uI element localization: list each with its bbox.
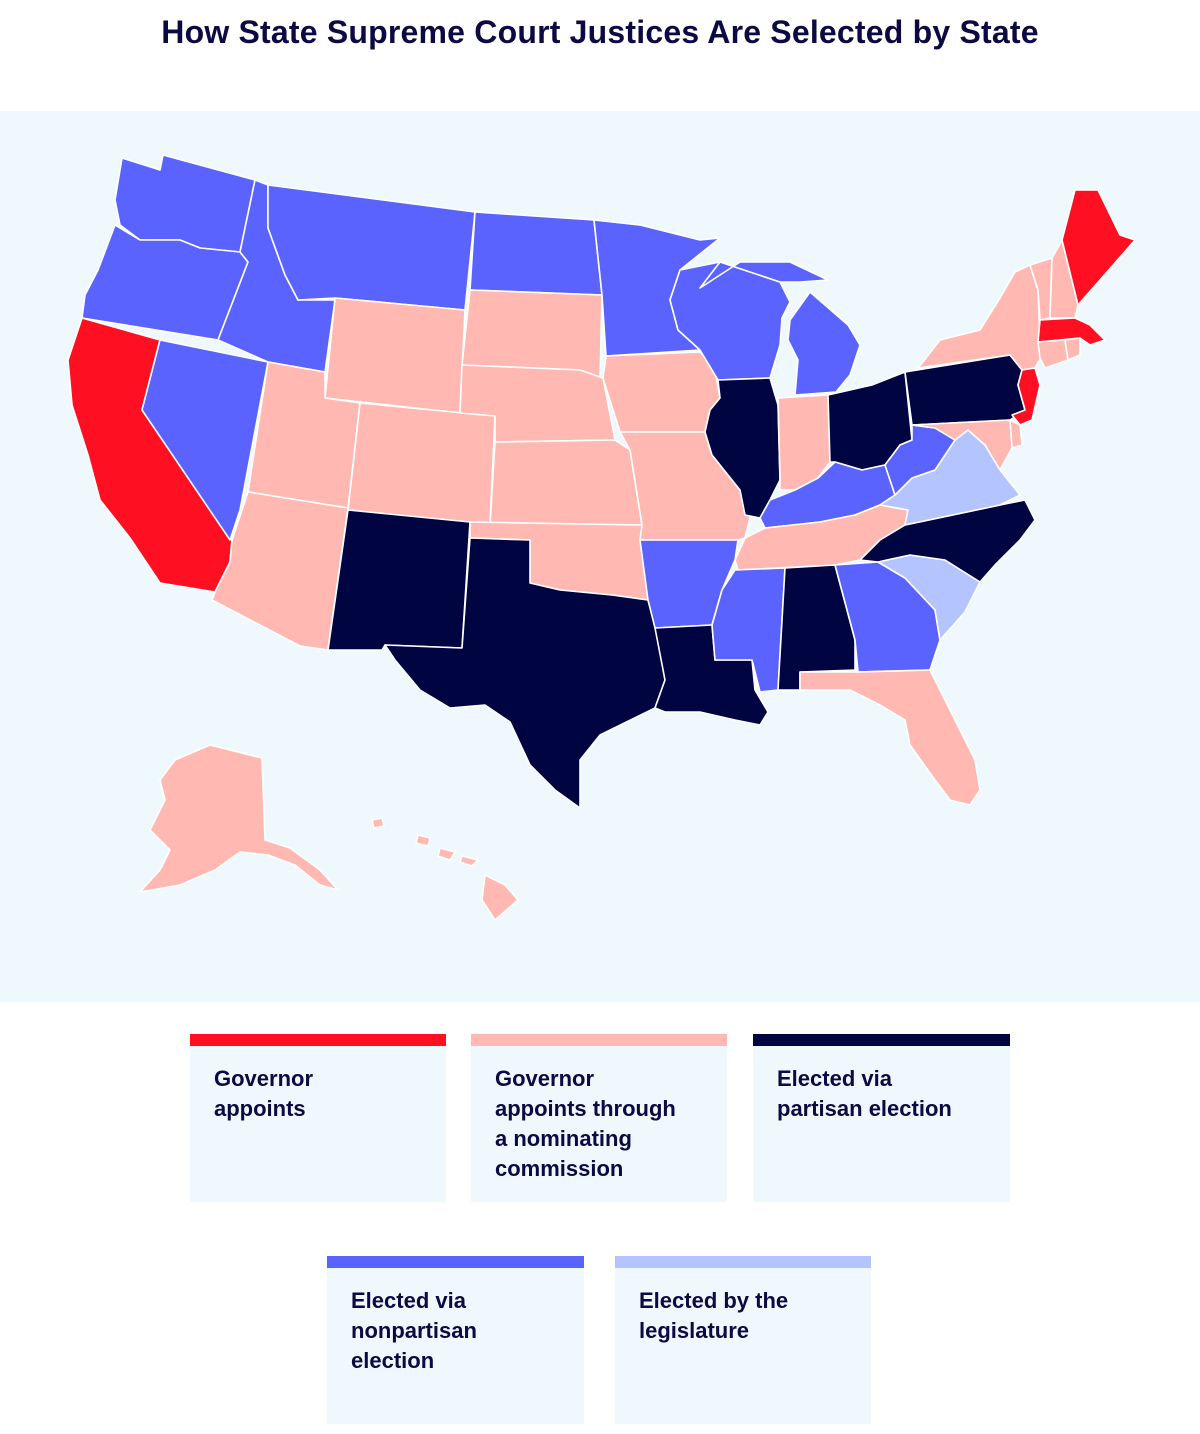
legend-swatch xyxy=(753,1034,1010,1046)
legend-card-nonpartisan xyxy=(327,1256,584,1424)
legend-swatch xyxy=(190,1034,446,1046)
state-colorado xyxy=(348,403,495,525)
legend-swatch xyxy=(327,1256,584,1268)
legend-label: Governor appoints xyxy=(214,1066,314,1121)
legend-label: Governor appoints through a nominating commission xyxy=(495,1066,676,1181)
state-new-york xyxy=(918,265,1045,370)
us-map xyxy=(0,111,1200,1002)
legend-card-legislature xyxy=(615,1256,871,1424)
legend-label: Elected by the legislature xyxy=(639,1288,789,1343)
state-montana xyxy=(268,185,475,310)
state-alaska xyxy=(140,745,338,892)
state-florida xyxy=(800,670,980,805)
state-new-mexico xyxy=(328,510,470,650)
state-connecticut xyxy=(1038,340,1068,368)
legend-label: Elected via nonpartisan election xyxy=(351,1288,477,1373)
state-kansas xyxy=(490,440,642,525)
us-map-panel xyxy=(0,111,1200,1002)
state-wyoming xyxy=(325,298,465,413)
state-hawaii xyxy=(372,818,518,920)
page-title: How State Supreme Court Justices Are Selected by State xyxy=(161,14,1039,50)
legend-swatch xyxy=(615,1256,871,1268)
state-north-dakota xyxy=(470,212,602,295)
state-rhode-island xyxy=(1065,338,1080,360)
legend-label: Elected via partisan election xyxy=(777,1066,952,1121)
legend-card-nominating-commission xyxy=(471,1034,727,1202)
legend-card-partisan xyxy=(753,1034,1010,1202)
legend-swatch xyxy=(471,1034,727,1046)
legend-card-governor-appoints xyxy=(190,1034,446,1202)
state-iowa xyxy=(603,352,720,432)
state-maine xyxy=(1062,190,1135,305)
